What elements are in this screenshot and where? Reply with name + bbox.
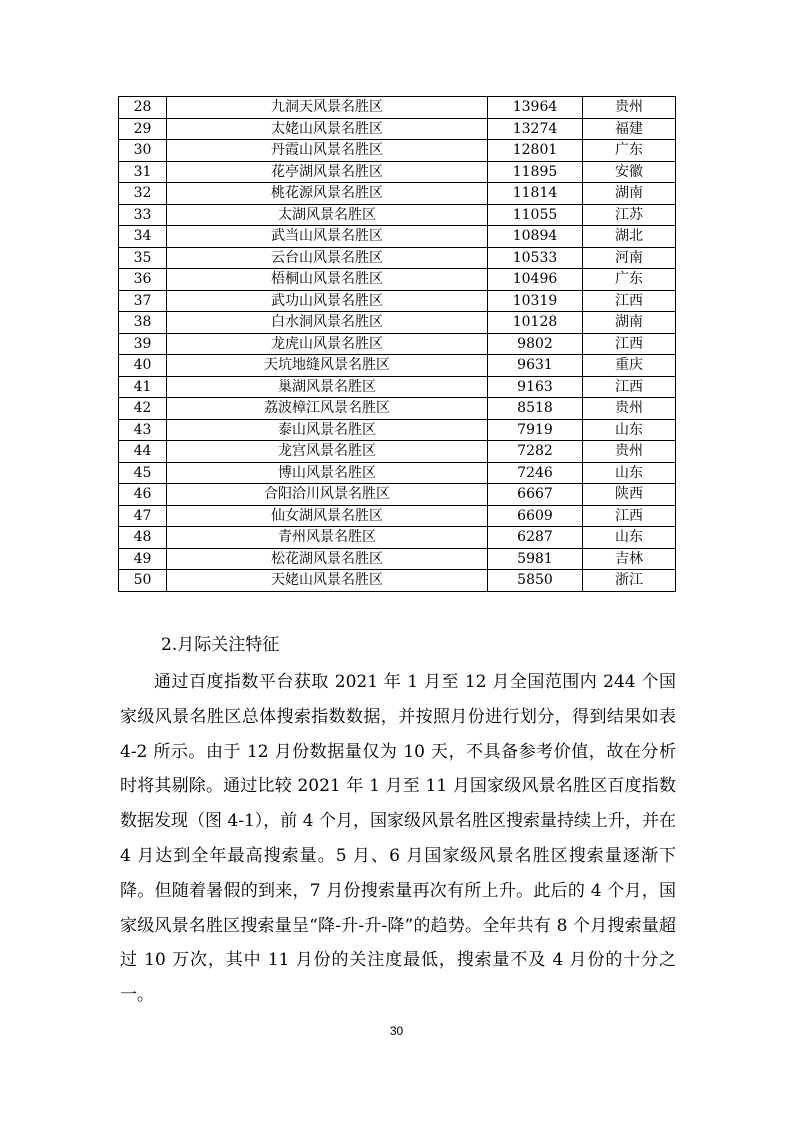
province-cell: 广东 <box>583 140 676 162</box>
scenic-name-cell: 武当山风景名胜区 <box>167 226 488 248</box>
scenic-name-cell: 太姥山风景名胜区 <box>167 118 488 140</box>
scenic-area-search-table <box>118 96 676 592</box>
table-row <box>119 505 676 527</box>
rank-cell: 43 <box>119 419 167 441</box>
search-value-cell: 5850 <box>488 570 583 592</box>
search-value-cell: 7246 <box>488 462 583 484</box>
province-cell: 江西 <box>583 333 676 355</box>
scenic-name-cell: 青州风景名胜区 <box>167 527 488 549</box>
rank-cell: 41 <box>119 376 167 398</box>
province-cell: 河南 <box>583 247 676 269</box>
rank-cell: 50 <box>119 570 167 592</box>
scenic-name-cell: 云台山风景名胜区 <box>167 247 488 269</box>
rank-cell: 28 <box>119 97 167 119</box>
scenic-name-cell: 天坑地缝风景名胜区 <box>167 355 488 377</box>
table-row <box>119 290 676 312</box>
scenic-name-cell: 武功山风景名胜区 <box>167 290 488 312</box>
rank-cell: 32 <box>119 183 167 205</box>
table-row <box>119 376 676 398</box>
province-cell: 福建 <box>583 118 676 140</box>
rank-cell: 31 <box>119 161 167 183</box>
table-row <box>119 204 676 226</box>
province-cell: 贵州 <box>583 441 676 463</box>
scenic-name-cell: 博山风景名胜区 <box>167 462 488 484</box>
province-cell: 湖南 <box>583 183 676 205</box>
province-cell: 山东 <box>583 527 676 549</box>
rank-cell: 37 <box>119 290 167 312</box>
search-value-cell: 11895 <box>488 161 583 183</box>
scenic-name-cell: 花亭湖风景名胜区 <box>167 161 488 183</box>
province-cell: 山东 <box>583 419 676 441</box>
table-row <box>119 247 676 269</box>
search-value-cell: 13274 <box>488 118 583 140</box>
search-value-cell: 13964 <box>488 97 583 119</box>
search-value-cell: 7282 <box>488 441 583 463</box>
province-cell: 山东 <box>583 462 676 484</box>
table-row <box>119 118 676 140</box>
table-row <box>119 355 676 377</box>
search-value-cell: 9802 <box>488 333 583 355</box>
search-value-cell: 5981 <box>488 548 583 570</box>
table-body <box>119 97 676 592</box>
rank-cell: 39 <box>119 333 167 355</box>
rank-cell: 40 <box>119 355 167 377</box>
table-row <box>119 226 676 248</box>
table-row <box>119 183 676 205</box>
scenic-name-cell: 泰山风景名胜区 <box>167 419 488 441</box>
search-value-cell: 10533 <box>488 247 583 269</box>
rank-cell: 36 <box>119 269 167 291</box>
search-value-cell: 6287 <box>488 527 583 549</box>
scenic-name-cell: 合阳洽川风景名胜区 <box>167 484 488 506</box>
search-value-cell: 6667 <box>488 484 583 506</box>
province-cell: 江西 <box>583 505 676 527</box>
table-row <box>119 570 676 592</box>
scenic-name-cell: 丹霞山风景名胜区 <box>167 140 488 162</box>
table-row <box>119 161 676 183</box>
search-value-cell: 11814 <box>488 183 583 205</box>
table-row <box>119 527 676 549</box>
table-row <box>119 419 676 441</box>
rank-cell: 38 <box>119 312 167 334</box>
table-row <box>119 312 676 334</box>
table-row <box>119 548 676 570</box>
scenic-name-cell: 荔波樟江风景名胜区 <box>167 398 488 420</box>
rank-cell: 33 <box>119 204 167 226</box>
rank-cell: 34 <box>119 226 167 248</box>
table-row <box>119 333 676 355</box>
search-value-cell: 8518 <box>488 398 583 420</box>
scenic-name-cell: 梧桐山风景名胜区 <box>167 269 488 291</box>
province-cell: 广东 <box>583 269 676 291</box>
scenic-name-cell: 龙虎山风景名胜区 <box>167 333 488 355</box>
search-value-cell: 9631 <box>488 355 583 377</box>
rank-cell: 47 <box>119 505 167 527</box>
body-paragraph: 通过百度指数平台获取 2021 年 1 月至 12 月全国范围内 244 个国家级风景名胜区总体搜索指数数据，并按照月份进行划分，得到结果如表 4-2 所示。由于 12 月份数据量仅为 10 天，不具备参考价值，故在分析时将其剔除。通过比较 2021 年 1 月至 11 月国家级风景名胜区百度指数数据发现（图 4-1），前 4 个月，国家级风景名胜区搜索量持续上升，并在 4 月达到全年最高搜索量。5 月、6 月国家级风景名胜区搜索量逐渐下降。但随着暑假的到来，7 月份搜索量再次有所上升。此后的 4 个月，国家级风景名胜区搜索量呈“降-升-升-降”的趋势。全年共有 8 个月搜索量超过 10 万次，其中 11 月份的关注度最低，搜索量不及 4 月份的十分之一。 <box>120 672 676 1006</box>
page-number: 30 <box>389 1024 404 1038</box>
province-cell: 浙江 <box>583 570 676 592</box>
table-row <box>119 140 676 162</box>
province-cell: 吉林 <box>583 548 676 570</box>
rank-cell: 48 <box>119 527 167 549</box>
province-cell: 贵州 <box>583 398 676 420</box>
scenic-name-cell: 天姥山风景名胜区 <box>167 570 488 592</box>
rank-cell: 45 <box>119 462 167 484</box>
table-row <box>119 441 676 463</box>
table-row <box>119 398 676 420</box>
rank-cell: 35 <box>119 247 167 269</box>
province-cell: 江西 <box>583 290 676 312</box>
province-cell: 江苏 <box>583 204 676 226</box>
scenic-name-cell: 松花湖风景名胜区 <box>167 548 488 570</box>
province-cell: 湖北 <box>583 226 676 248</box>
rank-cell: 30 <box>119 140 167 162</box>
section-heading: 2.月际关注特征 <box>161 635 280 655</box>
search-value-cell: 10319 <box>488 290 583 312</box>
scenic-name-cell: 巢湖风景名胜区 <box>167 376 488 398</box>
province-cell: 重庆 <box>583 355 676 377</box>
scenic-name-cell: 龙宫风景名胜区 <box>167 441 488 463</box>
table-row <box>119 462 676 484</box>
rank-cell: 46 <box>119 484 167 506</box>
province-cell: 江西 <box>583 376 676 398</box>
rank-cell: 29 <box>119 118 167 140</box>
province-cell: 贵州 <box>583 97 676 119</box>
rank-cell: 42 <box>119 398 167 420</box>
search-value-cell: 7919 <box>488 419 583 441</box>
table-row <box>119 484 676 506</box>
scenic-name-cell: 太湖风景名胜区 <box>167 204 488 226</box>
province-cell: 湖南 <box>583 312 676 334</box>
table-row <box>119 97 676 119</box>
search-value-cell: 11055 <box>488 204 583 226</box>
table-row <box>119 269 676 291</box>
province-cell: 陕西 <box>583 484 676 506</box>
search-value-cell: 12801 <box>488 140 583 162</box>
search-value-cell: 10496 <box>488 269 583 291</box>
search-value-cell: 10128 <box>488 312 583 334</box>
search-value-cell: 10894 <box>488 226 583 248</box>
scenic-name-cell: 仙女湖风景名胜区 <box>167 505 488 527</box>
search-value-cell: 6609 <box>488 505 583 527</box>
scenic-name-cell: 九洞天风景名胜区 <box>167 97 488 119</box>
rank-cell: 49 <box>119 548 167 570</box>
scenic-name-cell: 桃花源风景名胜区 <box>167 183 488 205</box>
rank-cell: 44 <box>119 441 167 463</box>
scenic-name-cell: 白水洞风景名胜区 <box>167 312 488 334</box>
search-value-cell: 9163 <box>488 376 583 398</box>
province-cell: 安徽 <box>583 161 676 183</box>
